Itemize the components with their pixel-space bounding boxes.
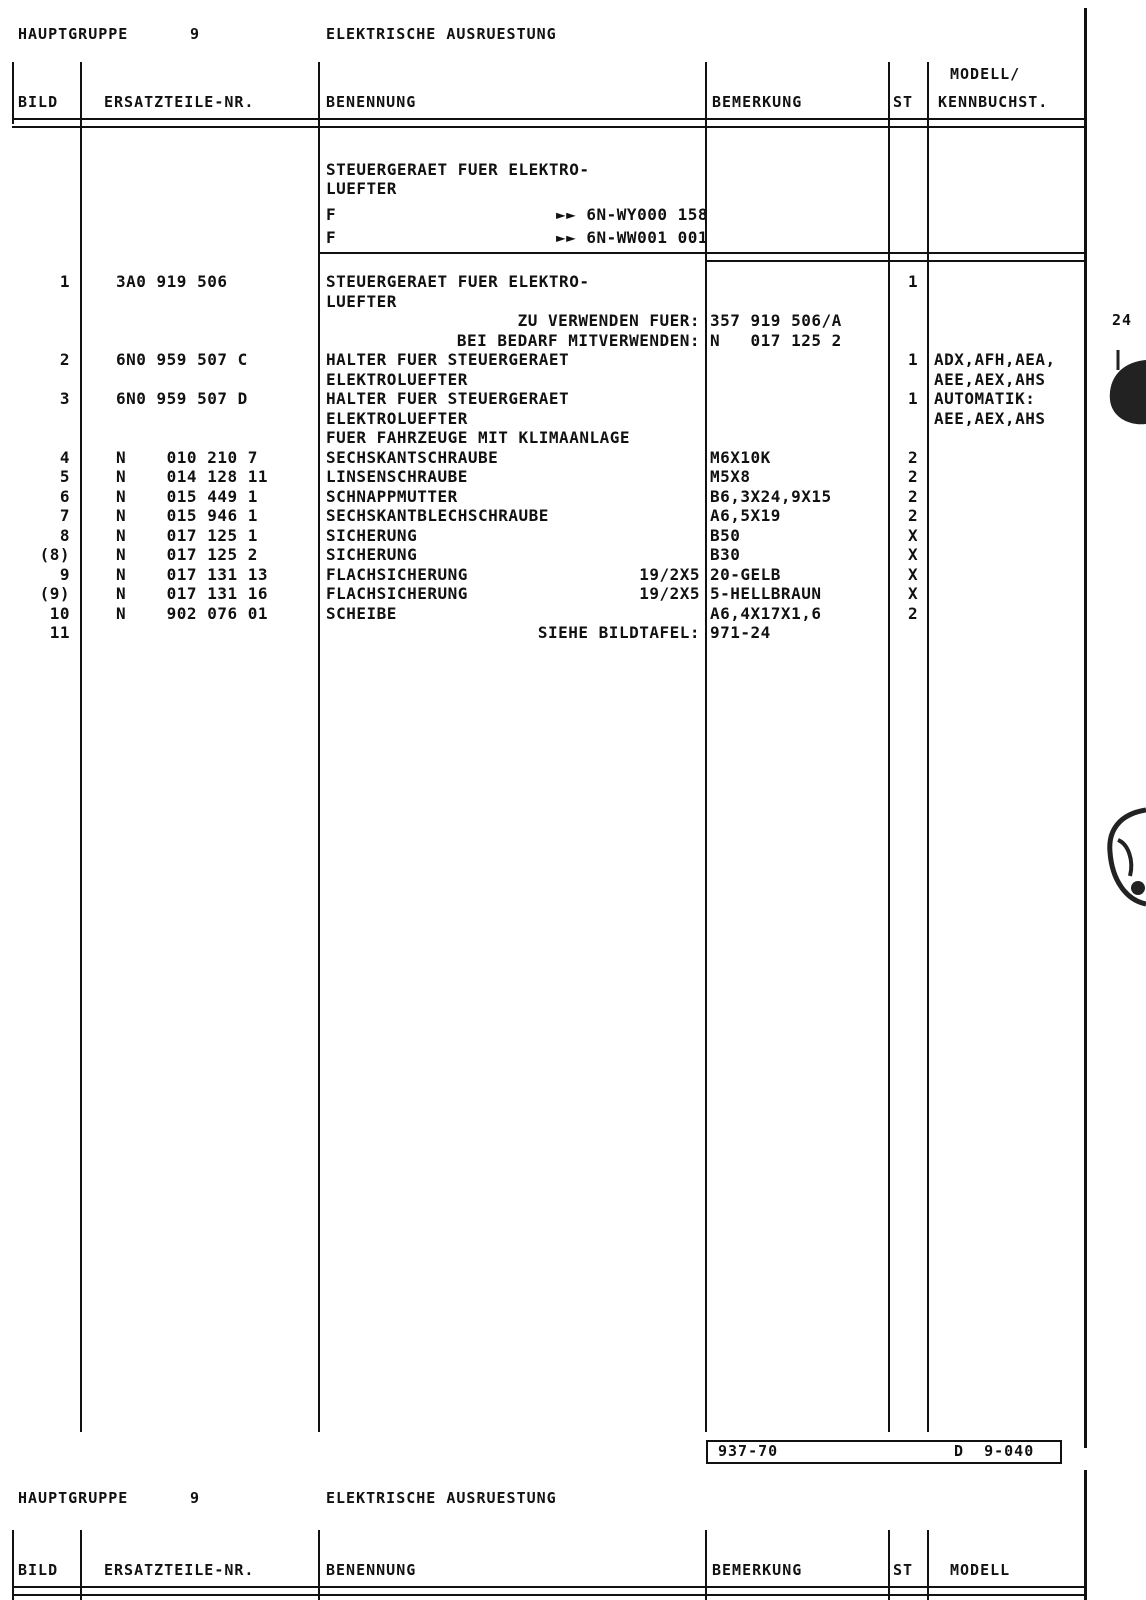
next-col-bemerkung: BEMERKUNG [712, 1561, 803, 1579]
row-bild: 6 [59, 486, 70, 506]
row-remark: B50 [710, 525, 741, 545]
row-remark: B30 [710, 545, 741, 564]
row-name-dimension: 19/2X5 [639, 564, 700, 584]
illustration-fragment-bottom [1098, 800, 1146, 910]
group-title: ELEKTRISCHE AUSRUESTUNG [326, 25, 557, 43]
row-bild: 3 [59, 389, 70, 408]
row-bild: 8 [59, 525, 70, 545]
row-name: SCHEIBE [326, 603, 397, 623]
col-ersatzteile-nr: ERSATZTEILE-NR. [104, 93, 255, 111]
row-remark: B6,3X24,9X15 [710, 486, 832, 506]
next-col-bild: BILD [18, 1561, 59, 1579]
footer-ref-right: D 9-040 [954, 1442, 1035, 1460]
row-part-number: 6N0 959 507 D [116, 389, 248, 408]
row-st: X [908, 584, 919, 603]
row-remark: 971-24 [710, 623, 771, 642]
row-part-number: N 014 128 11 [116, 467, 268, 486]
row-remark: 5-HELLBRAUN [710, 584, 822, 603]
row-st: 2 [908, 467, 919, 486]
row-bild: 2 [59, 350, 70, 369]
row-remark: A6,5X19 [710, 506, 781, 525]
row-name: ZU VERWENDEN FUER: [517, 311, 700, 330]
row-remark: 357 919 506/A [710, 311, 842, 330]
row-remark: M5X8 [710, 467, 751, 486]
row-bild: 4 [59, 447, 70, 467]
col-bild: BILD [18, 93, 59, 111]
group-label: HAUPTGRUPPE [18, 25, 129, 43]
row-name: STEUERGERAET FUER ELEKTRO- [326, 272, 590, 291]
row-bild: 10 [49, 603, 70, 623]
group-number: 9 [190, 25, 201, 43]
row-name: LUEFTER [326, 291, 397, 311]
col-sep-1 [12, 62, 14, 124]
row-name: SICHERUNG [326, 545, 418, 564]
row-model: ADX,AFH,AEA, [934, 350, 1056, 369]
row-remark: N 017 125 2 [710, 330, 842, 350]
row-name: BEI BEDARF MITVERWENDEN: [456, 330, 700, 350]
header-rule [12, 118, 1084, 128]
row-bild: (9) [39, 584, 70, 603]
row-name: FUER FAHRZEUGE MIT KLIMAANLAGE [326, 428, 630, 447]
col-sep-6 [927, 62, 929, 1432]
col-sep-2 [80, 62, 82, 1432]
row-name: SECHSKANTSCHRAUBE [326, 447, 499, 467]
intro-line-2: LUEFTER [326, 179, 397, 198]
row-remark: 20-GELB [710, 564, 781, 584]
row-name-dimension: 19/2X5 [639, 584, 700, 603]
intro-underline [318, 252, 705, 254]
next-group-number: 9 [190, 1489, 201, 1507]
intro-line-1: STEUERGERAET FUER ELEKTRO- [326, 160, 590, 179]
edge-label: 24 [1112, 311, 1133, 329]
row-part-number: N 015 449 1 [116, 486, 258, 506]
row-bild: 11 [49, 623, 70, 642]
row-name: SICHERUNG [326, 525, 418, 545]
intro-range-1-value: ►► 6N-WY000 158 [556, 205, 708, 224]
col-bemerkung: BEMERKUNG [712, 93, 803, 111]
footer-ref-left: 937-70 [718, 1442, 779, 1460]
next-group-title: ELEKTRISCHE AUSRUESTUNG [326, 1489, 557, 1507]
row-name: LINSENSCHRAUBE [326, 467, 468, 486]
row-bild: (8) [39, 545, 70, 564]
row-model: AEE,AEX,AHS [934, 369, 1046, 389]
row-st: X [908, 525, 919, 545]
row-name: SECHSKANTBLECHSCHRAUBE [326, 506, 549, 525]
row-part-number: N 017 131 13 [116, 564, 268, 584]
row-bild: 5 [59, 467, 70, 486]
col-benennung: BENENNUNG [326, 93, 417, 111]
row-part-number: N 017 131 16 [116, 584, 268, 603]
next-page-right-border [1084, 1470, 1087, 1600]
row-part-number: N 902 076 01 [116, 603, 268, 623]
col-sep-3 [318, 62, 320, 1432]
row-name: HALTER FUER STEUERGERAET [326, 350, 570, 369]
col-sep-5 [888, 62, 890, 1432]
row-name: ELEKTROLUEFTER [326, 408, 468, 428]
col-st: ST [893, 93, 914, 111]
row-part-number: 3A0 919 506 [116, 272, 228, 291]
illustration-fragment-top [1100, 340, 1146, 430]
row-part-number: N 017 125 1 [116, 525, 258, 545]
col-modell-line2: KENNBUCHST. [938, 93, 1049, 111]
row-name: FLACHSICHERUNG [326, 584, 468, 603]
row-name: ELEKTROLUEFTER [326, 369, 468, 389]
intro-rule [705, 252, 1085, 262]
row-part-number: N 017 125 2 [116, 545, 258, 564]
row-part-number: 6N0 959 507 C [116, 350, 248, 369]
next-group-label: HAUPTGRUPPE [18, 1489, 129, 1507]
row-bild: 7 [59, 506, 70, 525]
row-part-number: N 010 210 7 [116, 447, 258, 467]
row-remark: A6,4X17X1,6 [710, 603, 822, 623]
next-col-ersatzteile-nr: ERSATZTEILE-NR. [104, 1561, 255, 1579]
intro-range-2-value: ►► 6N-WW001 001 [556, 228, 708, 247]
intro-range-1-prefix: F [326, 205, 337, 224]
row-bild: 9 [59, 564, 70, 584]
row-bild: 1 [59, 272, 70, 291]
next-header-rule [12, 1586, 1084, 1596]
row-st: X [908, 564, 919, 584]
page-right-border [1084, 8, 1087, 1448]
row-st: 1 [908, 350, 919, 369]
row-name: FLACHSICHERUNG [326, 564, 468, 584]
row-st: X [908, 545, 919, 564]
row-st: 2 [908, 486, 919, 506]
row-model: AEE,AEX,AHS [934, 408, 1046, 428]
row-st: 2 [908, 447, 919, 467]
row-part-number: N 015 946 1 [116, 506, 258, 525]
next-col-modell: MODELL [950, 1561, 1011, 1579]
row-remark: M6X10K [710, 447, 771, 467]
row-name: HALTER FUER STEUERGERAET [326, 389, 570, 408]
row-st: 1 [908, 272, 919, 291]
row-st: 2 [908, 603, 919, 623]
row-model: AUTOMATIK: [934, 389, 1036, 408]
next-col-benennung: BENENNUNG [326, 1561, 417, 1579]
col-modell-line1: MODELL/ [950, 65, 1021, 83]
row-name: SCHNAPPMUTTER [326, 486, 458, 506]
col-sep-4 [705, 62, 707, 1432]
row-st: 1 [908, 389, 919, 408]
intro-range-2-prefix: F [326, 228, 337, 247]
next-col-st: ST [893, 1561, 914, 1579]
row-st: 2 [908, 506, 919, 525]
row-name: SIEHE BILDTAFEL: [537, 623, 700, 642]
